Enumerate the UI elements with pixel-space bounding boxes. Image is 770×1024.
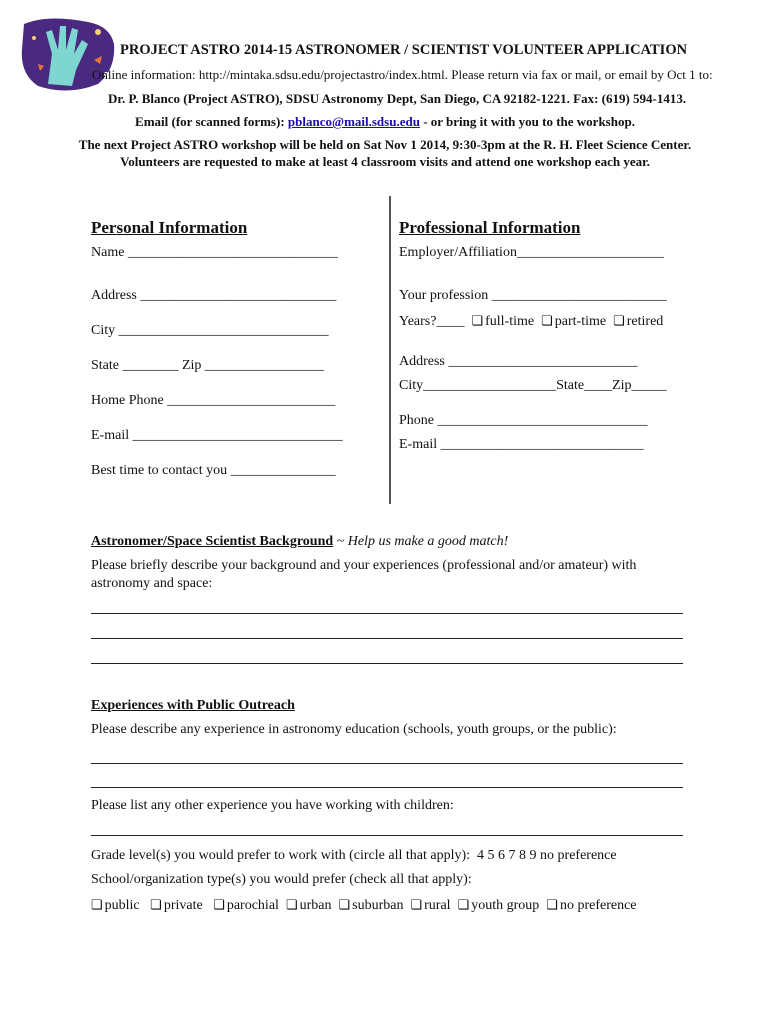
option-label: public bbox=[104, 898, 140, 913]
grade-level-row bbox=[91, 848, 617, 864]
option-label: rural bbox=[424, 898, 451, 913]
outreach-answer-line[interactable] bbox=[91, 787, 683, 788]
retired-checkbox[interactable]: ❏ bbox=[613, 313, 625, 328]
school-type-prompt: School/organization type(s) you would prefer (check all that apply): bbox=[91, 872, 472, 887]
background-tagline: ~ Help us make a good match! bbox=[333, 534, 509, 549]
background-heading: Astronomer/Space Scientist Background bbox=[91, 534, 334, 549]
professional-info-heading: Professional Information bbox=[399, 218, 581, 237]
email-prefix: Email (for scanned forms): bbox=[135, 114, 288, 129]
school-type-options bbox=[91, 897, 637, 914]
profession-field[interactable]: Your profession _________________________ bbox=[399, 288, 667, 303]
grade-level-options[interactable]: 4 5 6 7 8 9 no preference bbox=[477, 848, 617, 863]
email-field[interactable]: E-mail ______________________________ bbox=[91, 428, 343, 443]
outreach-answer-line[interactable] bbox=[91, 763, 683, 764]
name-field[interactable]: Name ______________________________ bbox=[91, 245, 338, 260]
option-label: youth group bbox=[471, 898, 540, 913]
youth-group-checkbox[interactable]: ❏ bbox=[457, 897, 470, 912]
column-divider bbox=[389, 196, 391, 504]
city-field[interactable]: City ______________________________ bbox=[91, 323, 329, 338]
full-time-label: full-time bbox=[485, 314, 535, 329]
background-heading-line bbox=[91, 534, 508, 550]
option-label: no preference bbox=[559, 898, 637, 913]
email-suffix: - or bring it with you to the workshop. bbox=[419, 114, 635, 129]
background-prompt-line2: astronomy and space: bbox=[91, 576, 213, 591]
urban-checkbox[interactable]: ❏ bbox=[285, 897, 298, 912]
grade-level-label: Grade level(s) you would prefer to work with (circle all that apply): bbox=[91, 848, 471, 863]
option-label: urban bbox=[299, 898, 332, 913]
children-answer-line[interactable] bbox=[91, 835, 683, 836]
background-answer-line[interactable] bbox=[91, 638, 683, 639]
work-address-field[interactable]: Address ___________________________ bbox=[399, 354, 638, 369]
best-time-field[interactable]: Best time to contact you _______________ bbox=[91, 463, 336, 478]
volunteer-requirement-line: Volunteers are requested to make at least 4 classroom visits and attend one workshop each year. bbox=[120, 154, 650, 169]
workshop-line: The next Project ASTRO workshop will be held on Sat Nov 1 2014, 9:30-3pm at the R. H. Fleet Science Center. bbox=[78, 137, 692, 152]
option-label: suburban bbox=[352, 898, 404, 913]
background-prompt-line1: Please briefly describe your background and your experiences (professional and/or amateur) with bbox=[91, 558, 637, 573]
years-field[interactable]: Years?____ bbox=[399, 314, 465, 329]
background-answer-line[interactable] bbox=[91, 613, 683, 614]
option-label: private bbox=[163, 898, 203, 913]
public-checkbox[interactable]: ❏ bbox=[91, 897, 103, 912]
part-time-label: part-time bbox=[554, 314, 607, 329]
online-info-line: Online information: http://mintaka.sdsu.edu/projectastro/index.html. Please return via fax or mail, or email by Oct 1 to: bbox=[92, 67, 713, 82]
years-row bbox=[399, 313, 663, 330]
suburban-checkbox[interactable]: ❏ bbox=[338, 897, 351, 912]
private-checkbox[interactable]: ❏ bbox=[150, 897, 162, 912]
email-line bbox=[0, 114, 770, 130]
children-prompt: Please list any other experience you have working with children: bbox=[91, 798, 454, 813]
outreach-heading: Experiences with Public Outreach bbox=[91, 698, 295, 713]
no-preference-checkbox[interactable]: ❏ bbox=[546, 897, 558, 912]
part-time-checkbox[interactable]: ❏ bbox=[541, 313, 553, 328]
work-phone-field[interactable]: Phone ______________________________ bbox=[399, 413, 648, 428]
contact-address-line: Dr. P. Blanco (Project ASTRO), SDSU Astronomy Dept, San Diego, CA 92182-1221. Fax: (619) 594-1413. bbox=[108, 91, 687, 106]
full-time-checkbox[interactable]: ❏ bbox=[471, 313, 484, 328]
outreach-prompt: Please describe any experience in astronomy education (schools, youth groups, or the public): bbox=[91, 722, 617, 737]
employer-field[interactable]: Employer/Affiliation_____________________ bbox=[399, 245, 664, 260]
personal-info-heading: Personal Information bbox=[91, 218, 248, 237]
state-zip-field[interactable]: State ________ Zip _________________ bbox=[91, 358, 324, 373]
home-phone-field[interactable]: Home Phone ________________________ bbox=[91, 393, 336, 408]
form-title: PROJECT ASTRO 2014-15 ASTRONOMER / SCIENTIST VOLUNTEER APPLICATION bbox=[120, 42, 688, 58]
rural-checkbox[interactable]: ❏ bbox=[410, 897, 423, 912]
work-city-state-zip-field[interactable]: City___________________State____Zip_____ bbox=[399, 378, 667, 393]
address-field[interactable]: Address ____________________________ bbox=[91, 288, 337, 303]
email-link[interactable]: pblanco@mail.sdsu.edu bbox=[287, 114, 420, 129]
retired-label: retired bbox=[626, 314, 664, 329]
background-answer-line[interactable] bbox=[91, 663, 683, 664]
work-email-field[interactable]: E-mail _____________________________ bbox=[399, 437, 644, 452]
parochial-checkbox[interactable]: ❏ bbox=[213, 897, 225, 912]
option-label: parochial bbox=[226, 898, 279, 913]
